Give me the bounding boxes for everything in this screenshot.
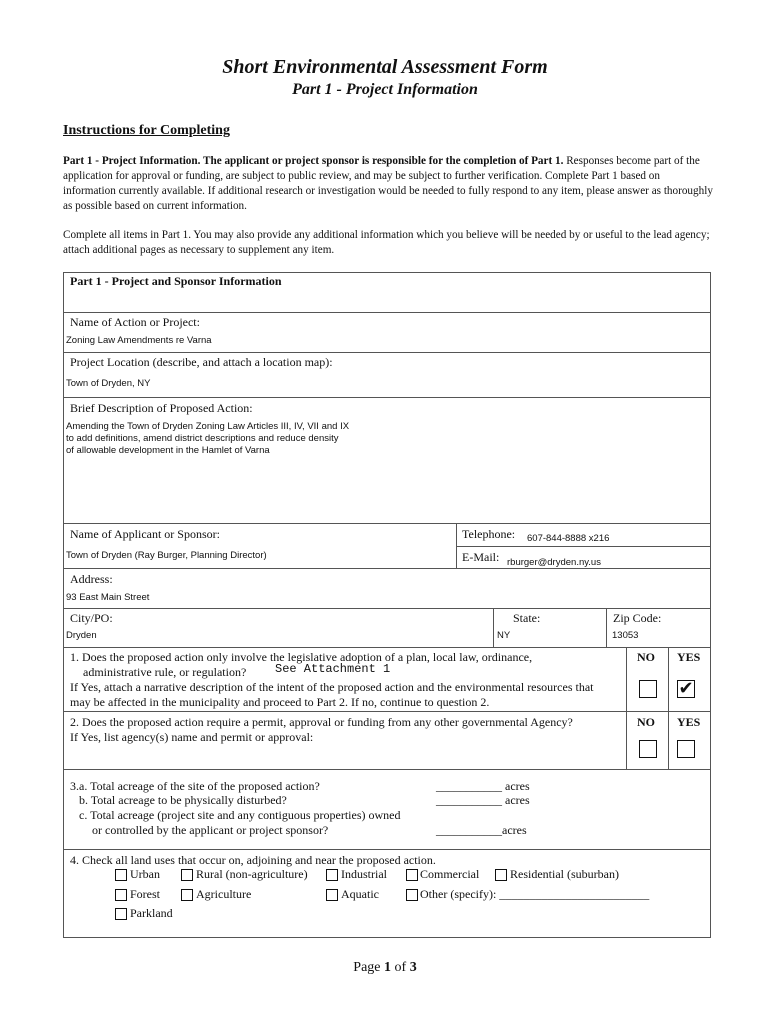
instructions-p1-text: Responses become part of the application for approval or funding, are subject to public review, and may be subject to further verification. Complete Part 1 based on information currently available. If additional research or investigation would be needed to fully respond to any item, please answer as thoroughly as possible based on current information. (63, 155, 713, 212)
description-label: Brief Description of Proposed Action: (70, 401, 253, 415)
q1-yes-checkbox[interactable]: ✔ (678, 678, 694, 699)
forest-checkbox[interactable] (115, 889, 127, 901)
email-value[interactable]: rburger@dryden.ny.us (507, 557, 601, 568)
q1-line-1: 1. Does the proposed action only involve the legislative adoption of a plan, local law, ordinance, (70, 650, 533, 664)
aquatic-label: Aquatic (341, 887, 379, 901)
divider (63, 711, 710, 712)
urban-label: Urban (130, 867, 160, 881)
applicant-value[interactable]: Town of Dryden (Ray Burger, Planning Director) (66, 550, 267, 561)
aquatic-checkbox[interactable] (326, 889, 338, 901)
q1-yes-label: YES (677, 650, 701, 664)
q1-note: See Attachment 1 (275, 662, 391, 676)
page-of: of (391, 960, 410, 975)
q3b-acres[interactable]: ___________ acres (436, 793, 530, 807)
instructions-heading: Instructions for Completing (63, 123, 230, 138)
parkland-label: Parkland (130, 906, 173, 920)
divider (668, 647, 669, 769)
instructions-paragraph-2: Complete all items in Part 1. You may also provide any additional information which you believe will be needed by or useful to the lead agency; attach additional pages as necessary to supplement any item. (63, 229, 710, 256)
city-value[interactable]: Dryden (66, 630, 97, 641)
q2-line-1: 2. Does the proposed action require a permit, approval or funding from any other governmental Agency? (70, 715, 573, 729)
divider (63, 312, 710, 313)
divider (626, 647, 627, 769)
action-label: Name of Action or Project: (70, 315, 200, 329)
location-value[interactable]: Town of Dryden, NY (66, 378, 151, 389)
page-total: 3 (409, 960, 417, 975)
q3c-text-1: c. Total acreage (project site and any contiguous properties) owned (79, 808, 401, 822)
commercial-checkbox[interactable] (406, 869, 418, 881)
q1-line-4: may be affected in the municipality and proceed to Part 2. If no, continue to question 2. (70, 695, 490, 709)
q3b-text: b. Total acreage to be physically disturbed? (79, 793, 287, 807)
state-label: State: (513, 611, 541, 625)
residential-checkbox[interactable] (495, 869, 507, 881)
address-value[interactable]: 93 East Main Street (66, 592, 150, 603)
divider (63, 523, 710, 524)
instructions-paragraph-1 (63, 154, 713, 214)
commercial-label: Commercial (420, 867, 480, 881)
q2-yes-label: YES (677, 715, 701, 729)
agriculture-label: Agriculture (196, 887, 252, 901)
residential-label: Residential (suburban) (510, 867, 619, 881)
divider (63, 608, 710, 609)
q1-no-checkbox[interactable] (639, 680, 657, 698)
urban-checkbox[interactable] (115, 869, 127, 881)
form-frame (63, 272, 711, 938)
city-label: City/PO: (70, 611, 113, 625)
telephone-label: Telephone: (462, 527, 516, 541)
rural-checkbox[interactable] (181, 869, 193, 881)
other-label[interactable]: Other (specify): _________________________ (420, 887, 650, 901)
zip-value[interactable]: 13053 (612, 630, 639, 641)
q2-no-label: NO (637, 715, 655, 729)
page-prefix: Page (353, 960, 385, 975)
zip-label: Zip Code: (613, 611, 662, 625)
form-subtitle: Part 1 - Project Information (292, 81, 478, 98)
description-value[interactable] (66, 421, 349, 457)
description-line: Amending the Town of Dryden Zoning Law Articles III, IV, VII and IX (66, 421, 350, 432)
industrial-checkbox[interactable] (326, 869, 338, 881)
address-label: Address: (70, 572, 113, 586)
q1-no-label: NO (637, 650, 655, 664)
q3a-text: 3.a. Total acreage of the site of the proposed action? (70, 779, 320, 793)
description-line: to add definitions, amend district descriptions and reduce density (66, 433, 339, 444)
action-value[interactable]: Zoning Law Amendments re Varna (66, 335, 212, 346)
agriculture-checkbox[interactable] (181, 889, 193, 901)
industrial-label: Industrial (341, 867, 387, 881)
parkland-checkbox[interactable] (115, 908, 127, 920)
q2-line-2: If Yes, list agency(s) name and permit or approval: (70, 730, 314, 744)
state-value[interactable]: NY (497, 630, 511, 641)
instructions-p1-bold: Part 1 - Project Information. The applicant or project sponsor is responsible for the completion of Part 1. (63, 155, 564, 167)
divider (63, 769, 710, 770)
page-current: 1 (384, 960, 392, 975)
divider (456, 523, 457, 568)
form-title: Short Environmental Assessment Form (222, 56, 548, 78)
divider (493, 608, 494, 647)
q4-text: 4. Check all land uses that occur on, adjoining and near the proposed action. (70, 853, 436, 867)
other-checkbox[interactable] (406, 889, 418, 901)
q2-yes-checkbox[interactable] (677, 740, 695, 758)
q2-no-checkbox[interactable] (639, 740, 657, 758)
page-number (0, 960, 770, 976)
location-label: Project Location (describe, and attach a location map): (70, 355, 333, 369)
applicant-label: Name of Applicant or Sponsor: (70, 527, 220, 541)
divider (63, 397, 710, 398)
email-label: E-Mail: (462, 550, 500, 564)
q3a-acres[interactable]: ___________ acres (436, 779, 530, 793)
divider (63, 849, 710, 850)
divider (456, 546, 710, 547)
description-line: of allowable development in the Hamlet of Varna (66, 445, 270, 456)
telephone-value[interactable]: 607-844-8888 x216 (527, 533, 610, 544)
q3c-text-2: or controlled by the applicant or project sponsor? (92, 823, 329, 837)
divider (606, 608, 607, 647)
divider (63, 568, 710, 569)
q3c-acres[interactable]: ___________acres (436, 823, 527, 837)
divider (63, 647, 710, 648)
q1-line-3: If Yes, attach a narrative description of the intent of the proposed action and the environmental resources that (70, 680, 594, 694)
forest-label: Forest (130, 887, 160, 901)
section-title: Part 1 - Project and Sponsor Information (70, 274, 282, 288)
divider (63, 352, 710, 353)
q1-line-2: administrative rule, or regulation? (83, 665, 247, 679)
rural-label: Rural (non-agriculture) (196, 867, 308, 881)
